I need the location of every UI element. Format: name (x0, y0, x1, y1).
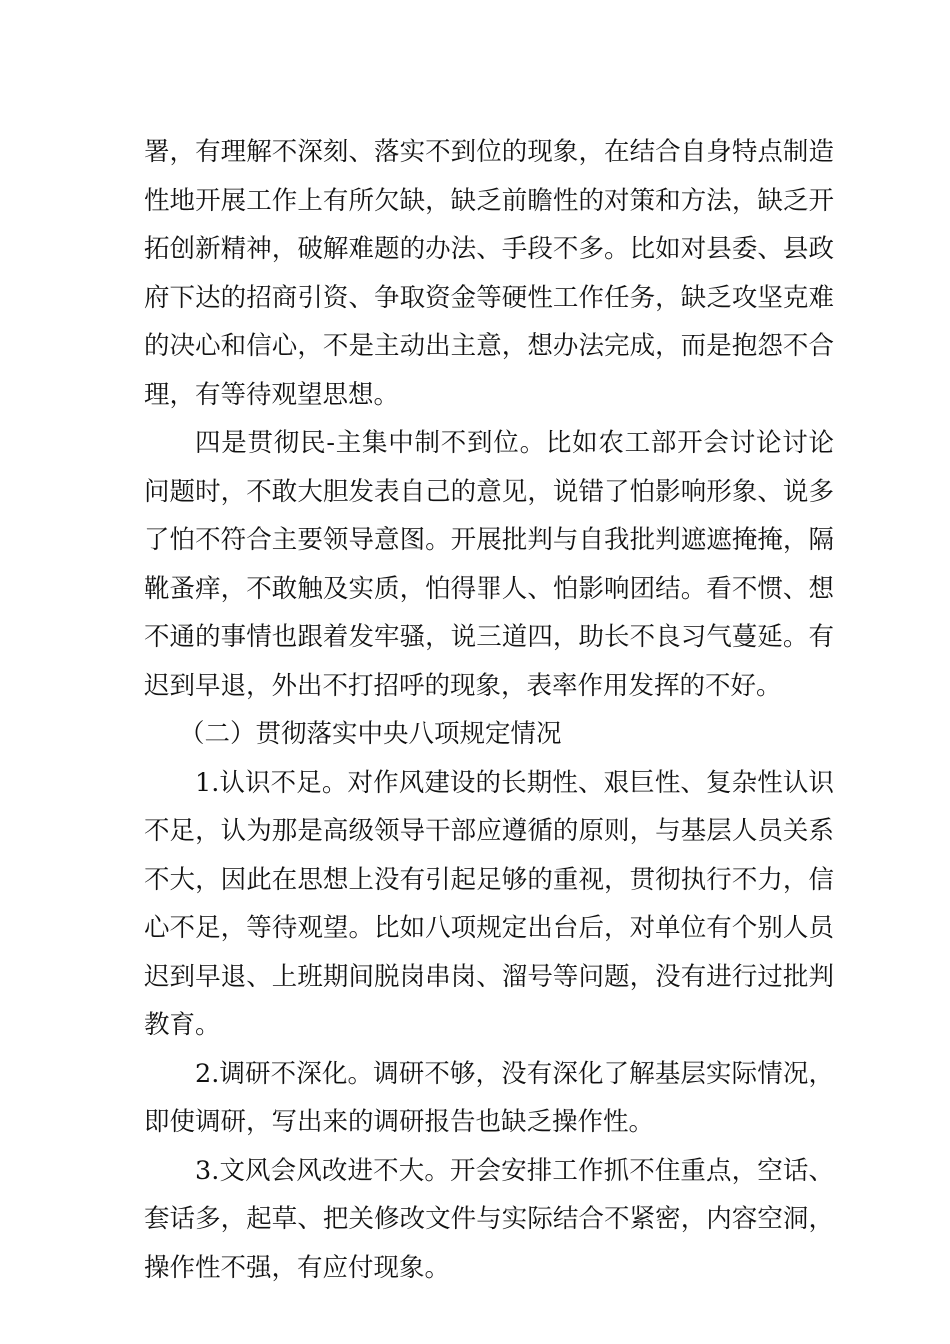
document-page (144, 128, 834, 1292)
paragraph-point-four: 四是贯彻民-主集中制不到位。比如农工部开会讨论讨论问题时，不敢大胆发表自己的意见，说错了怕影响形象、说多了怕不符合主要领导意图。开展批判与自我批判遮遮掩掩，隔靴蚤痒，不敢触及实质，怕得罪人、怕影响团结。看不惯、想不通的事情也跟着发牢骚，说三道四，助长不良习气蔓延。有迟到早退，外出不打招呼的现象，表率作用发挥的不好。 (144, 428, 834, 701)
paragraph-item-2: 2.调研不深化。调研不够，没有深化了解基层实际情况，即使调研，写出来的调研报告也缺乏操作性。 (144, 1058, 834, 1137)
paragraph-continuation: 署，有理解不深刻、落实不到位的现象，在结合自身特点制造性地开展工作上有所欠缺，缺乏前瞻性的对策和方法，缺乏开拓创新精神，破解难题的办法、手段不多。比如对县委、县政府下达的招商引资、争取资金等硬性工作任务，缺乏攻坚克难的决心和信心，不是主动出主意，想办法完成，而是抱怨不合理，有等待观望思想。 (144, 137, 834, 410)
section-heading: （二）贯彻落实中央八项规定情况 (179, 719, 562, 749)
paragraph-item-1: 1.认识不足。对作风建设的长期性、艰巨性、复杂性认识不足，认为那是高级领导干部应遵循的原则，与基层人员关系不大，因此在思想上没有引起足够的重视，贯彻执行不力，信心不足，等待观望。比如八项规定出台后，对单位有个别人员迟到早退、上班期间脱岗串岗、溜号等问题，没有进行过批判教育。 (144, 767, 834, 1040)
paragraph-item-3: 3.文风会风改进不大。开会安排工作抓不住重点，空话、套话多，起草、把关修改文件与实际结合不紧密，内容空洞，操作性不强，有应付现象。 (144, 1155, 834, 1283)
